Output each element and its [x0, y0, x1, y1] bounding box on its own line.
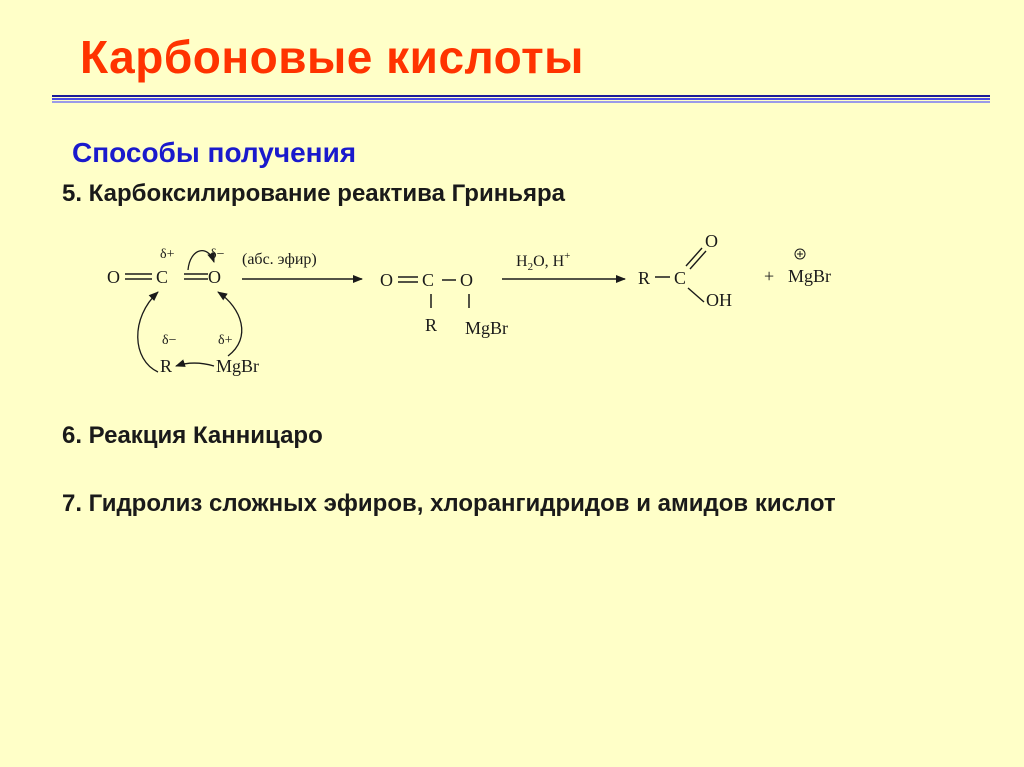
- intermediate-carbon: C: [422, 270, 435, 290]
- intermediate-oxygen-1: O: [380, 270, 393, 290]
- list-item-cannizzaro: 6. Реакция Канницаро: [62, 422, 323, 449]
- co2-left-oxygen: O: [107, 267, 120, 287]
- product-carbon: C: [674, 268, 687, 288]
- carbon-delta-plus: δ+: [160, 247, 175, 262]
- grignard-r: R: [160, 356, 173, 376]
- co2-right-oxygen: O: [208, 267, 221, 287]
- oxygen-delta-minus: δ−: [210, 247, 225, 262]
- product-r: R: [638, 268, 651, 288]
- intermediate-oxygen-2: O: [460, 270, 473, 290]
- intermediate-r: R: [425, 315, 438, 335]
- reaction-arrow-2-label: $H_2O$, H+: [516, 250, 571, 273]
- product-double-bond-b: [690, 251, 706, 269]
- list-item-hydrolysis: 7. Гидролиз сложных эфиров, хлорангидридов и амидов кислот: [62, 490, 836, 517]
- intermediate-mgbr: MgBr: [465, 318, 509, 338]
- list-item-grignard: 5. Карбоксилирование реактива Гриньяра: [62, 180, 565, 207]
- co2-carbon: C: [156, 267, 169, 287]
- curved-arrow-r-to-carbon: [138, 292, 158, 372]
- byproduct-mgbr: MgBr: [788, 266, 832, 286]
- curved-arrow-mg-to-r: [176, 363, 214, 366]
- grignard-mgbr: MgBr: [216, 356, 260, 376]
- product-bond-c-oh: [688, 288, 704, 302]
- slide-title: Карбоновые кислоты: [80, 31, 584, 83]
- grignard-r-delta-minus: δ−: [162, 333, 177, 348]
- reaction-arrow-solvent-label: (абс. эфир): [242, 251, 317, 268]
- section-subtitle: Способы получения: [72, 137, 357, 168]
- product-carbonyl-oxygen: O: [705, 231, 718, 251]
- byproduct-plus-sign: +: [764, 266, 775, 286]
- product-double-bond-a: [686, 248, 702, 266]
- grignard-mg-delta-plus: δ+: [218, 333, 233, 348]
- product-hydroxyl: OH: [706, 290, 732, 310]
